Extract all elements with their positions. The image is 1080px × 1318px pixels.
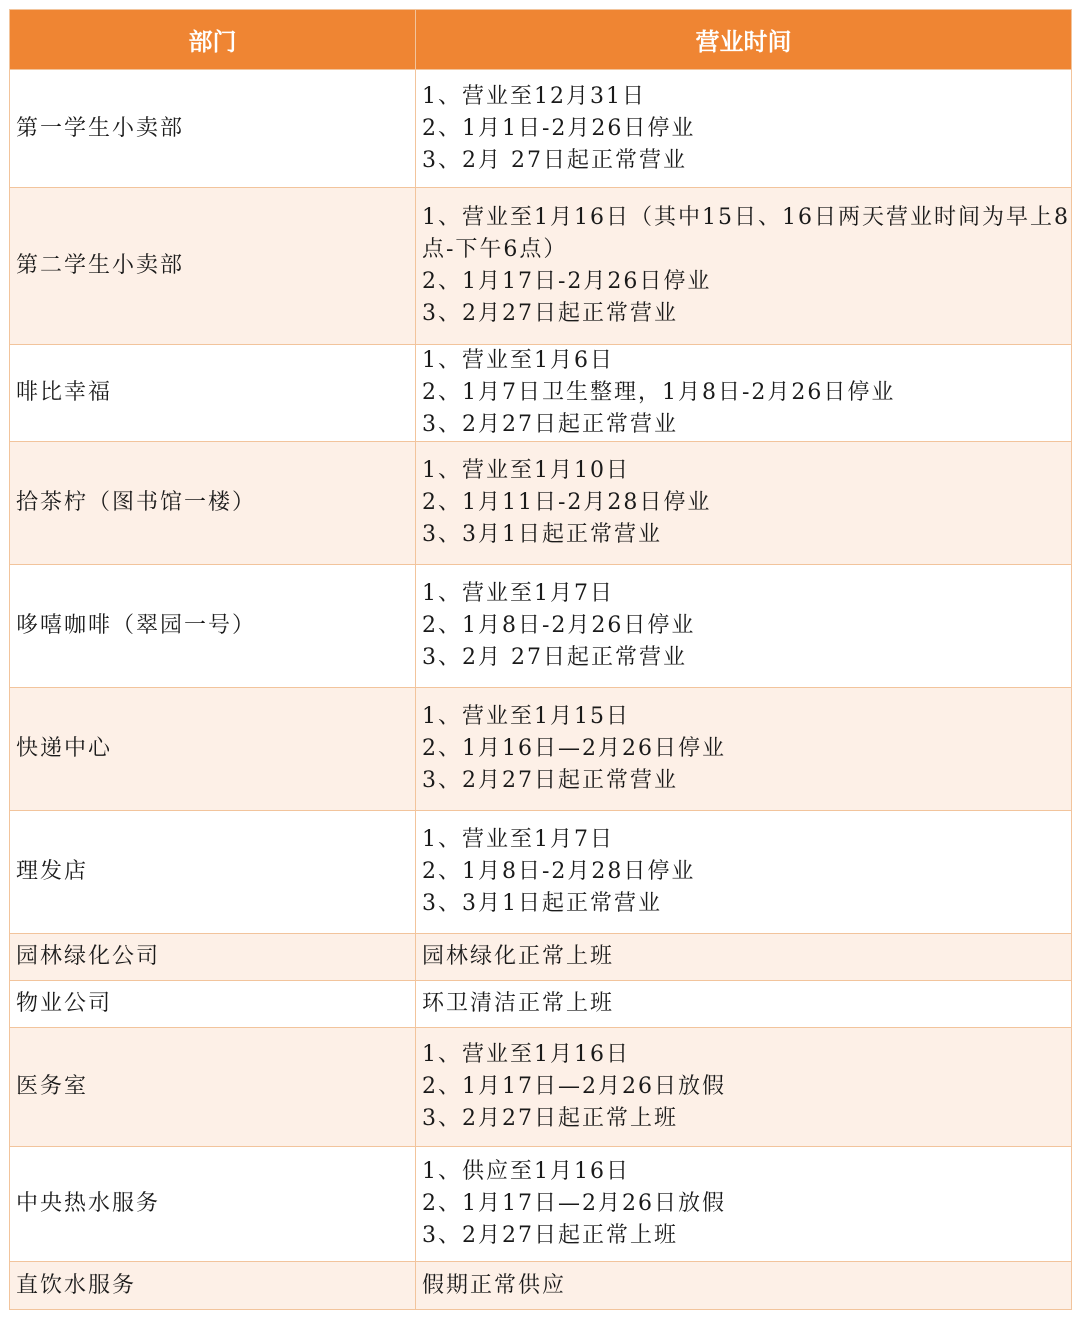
hours-line: 园林绿化正常上班 (422, 944, 615, 969)
table-row (10, 70, 1072, 188)
hours-line: 3、2月27日起正常上班 (422, 1106, 678, 1131)
hours-cell (416, 934, 1072, 981)
hours-line: 3、2月 27日起正常营业 (422, 645, 687, 670)
table-row (10, 1147, 1072, 1262)
dept-cell: 医务室 (10, 1028, 416, 1147)
hours-cell (416, 565, 1072, 688)
hours-line: 2、1月7日卫生整理，1月8日-2月26日停业 (422, 380, 896, 405)
hours-line: 2、1月1日-2月26日停业 (422, 115, 696, 141)
hours-cell (416, 688, 1072, 811)
table-row (10, 981, 1072, 1028)
table-row (10, 811, 1072, 934)
hours-cell (416, 1028, 1072, 1147)
hours-cell (416, 70, 1072, 188)
schedule-table (9, 9, 1072, 1310)
hours-line: 3、3月1日起正常营业 (422, 522, 662, 547)
table-row (10, 1028, 1072, 1147)
table-row (10, 1262, 1072, 1310)
hours-cell (416, 442, 1072, 565)
hours-line: 2、1月17日—2月26日放假 (422, 1074, 726, 1099)
dept-cell: 中央热水服务 (10, 1147, 416, 1262)
hours-cell (416, 1262, 1072, 1310)
dept-cell: 理发店 (10, 811, 416, 934)
hours-cell (416, 345, 1072, 442)
table-row (10, 442, 1072, 565)
hours-line: 1、营业至1月7日 (422, 827, 614, 852)
dept-cell: 第一学生小卖部 (10, 70, 416, 188)
hours-line: 2、1月16日—2月26日停业 (422, 736, 726, 761)
table-header-row (10, 10, 1072, 70)
hours-line: 1、供应至1月16日 (422, 1159, 630, 1184)
table-row (10, 688, 1072, 811)
hours-line: 2、1月17日-2月26日停业 (422, 269, 712, 294)
table-row (10, 345, 1072, 442)
hours-line: 1、营业至1月16日（其中15日、16日两天营业时间为早上8点-下午6点） (422, 205, 1070, 262)
header-dept: 部门 (10, 10, 416, 70)
hours-line: 1、营业至1月6日 (422, 348, 614, 373)
hours-line: 2、1月17日—2月26日放假 (422, 1191, 726, 1216)
table-row (10, 565, 1072, 688)
hours-line: 3、2月27日起正常营业 (422, 412, 678, 437)
hours-cell (416, 981, 1072, 1028)
hours-line: 1、营业至1月16日 (422, 1042, 630, 1067)
hours-line: 3、2月27日起正常营业 (422, 301, 678, 326)
hours-line: 环卫清洁正常上班 (422, 991, 615, 1016)
hours-line: 1、营业至1月10日 (422, 458, 630, 483)
hours-line: 3、2月27日起正常营业 (422, 768, 678, 793)
hours-line: 2、1月8日-2月26日停业 (422, 613, 696, 638)
header-hours: 营业时间 (416, 10, 1072, 70)
dept-cell: 快递中心 (10, 688, 416, 811)
table-row (10, 934, 1072, 981)
dept-cell: 物业公司 (10, 981, 416, 1028)
hours-line: 1、营业至1月15日 (422, 704, 630, 729)
hours-cell (416, 811, 1072, 934)
hours-line: 1、营业至12月31日 (422, 83, 646, 109)
hours-line: 3、2月27日起正常上班 (422, 1223, 678, 1248)
hours-line: 3、3月1日起正常营业 (422, 891, 662, 916)
dept-cell: 哆嘻咖啡（翠园一号） (10, 565, 416, 688)
hours-line: 3、2月 27日起正常营业 (422, 147, 687, 173)
dept-cell: 园林绿化公司 (10, 934, 416, 981)
dept-cell: 拾茶柠（图书馆一楼） (10, 442, 416, 565)
hours-line: 假期正常供应 (422, 1272, 567, 1298)
hours-cell (416, 1147, 1072, 1262)
dept-cell: 第二学生小卖部 (10, 188, 416, 345)
hours-cell (416, 188, 1072, 345)
dept-cell: 啡比幸福 (10, 345, 416, 442)
hours-line: 2、1月11日-2月28日停业 (422, 490, 712, 515)
hours-line: 2、1月8日-2月28日停业 (422, 859, 696, 884)
table-row (10, 188, 1072, 345)
dept-cell: 直饮水服务 (10, 1262, 416, 1310)
hours-line: 1、营业至1月7日 (422, 581, 614, 606)
